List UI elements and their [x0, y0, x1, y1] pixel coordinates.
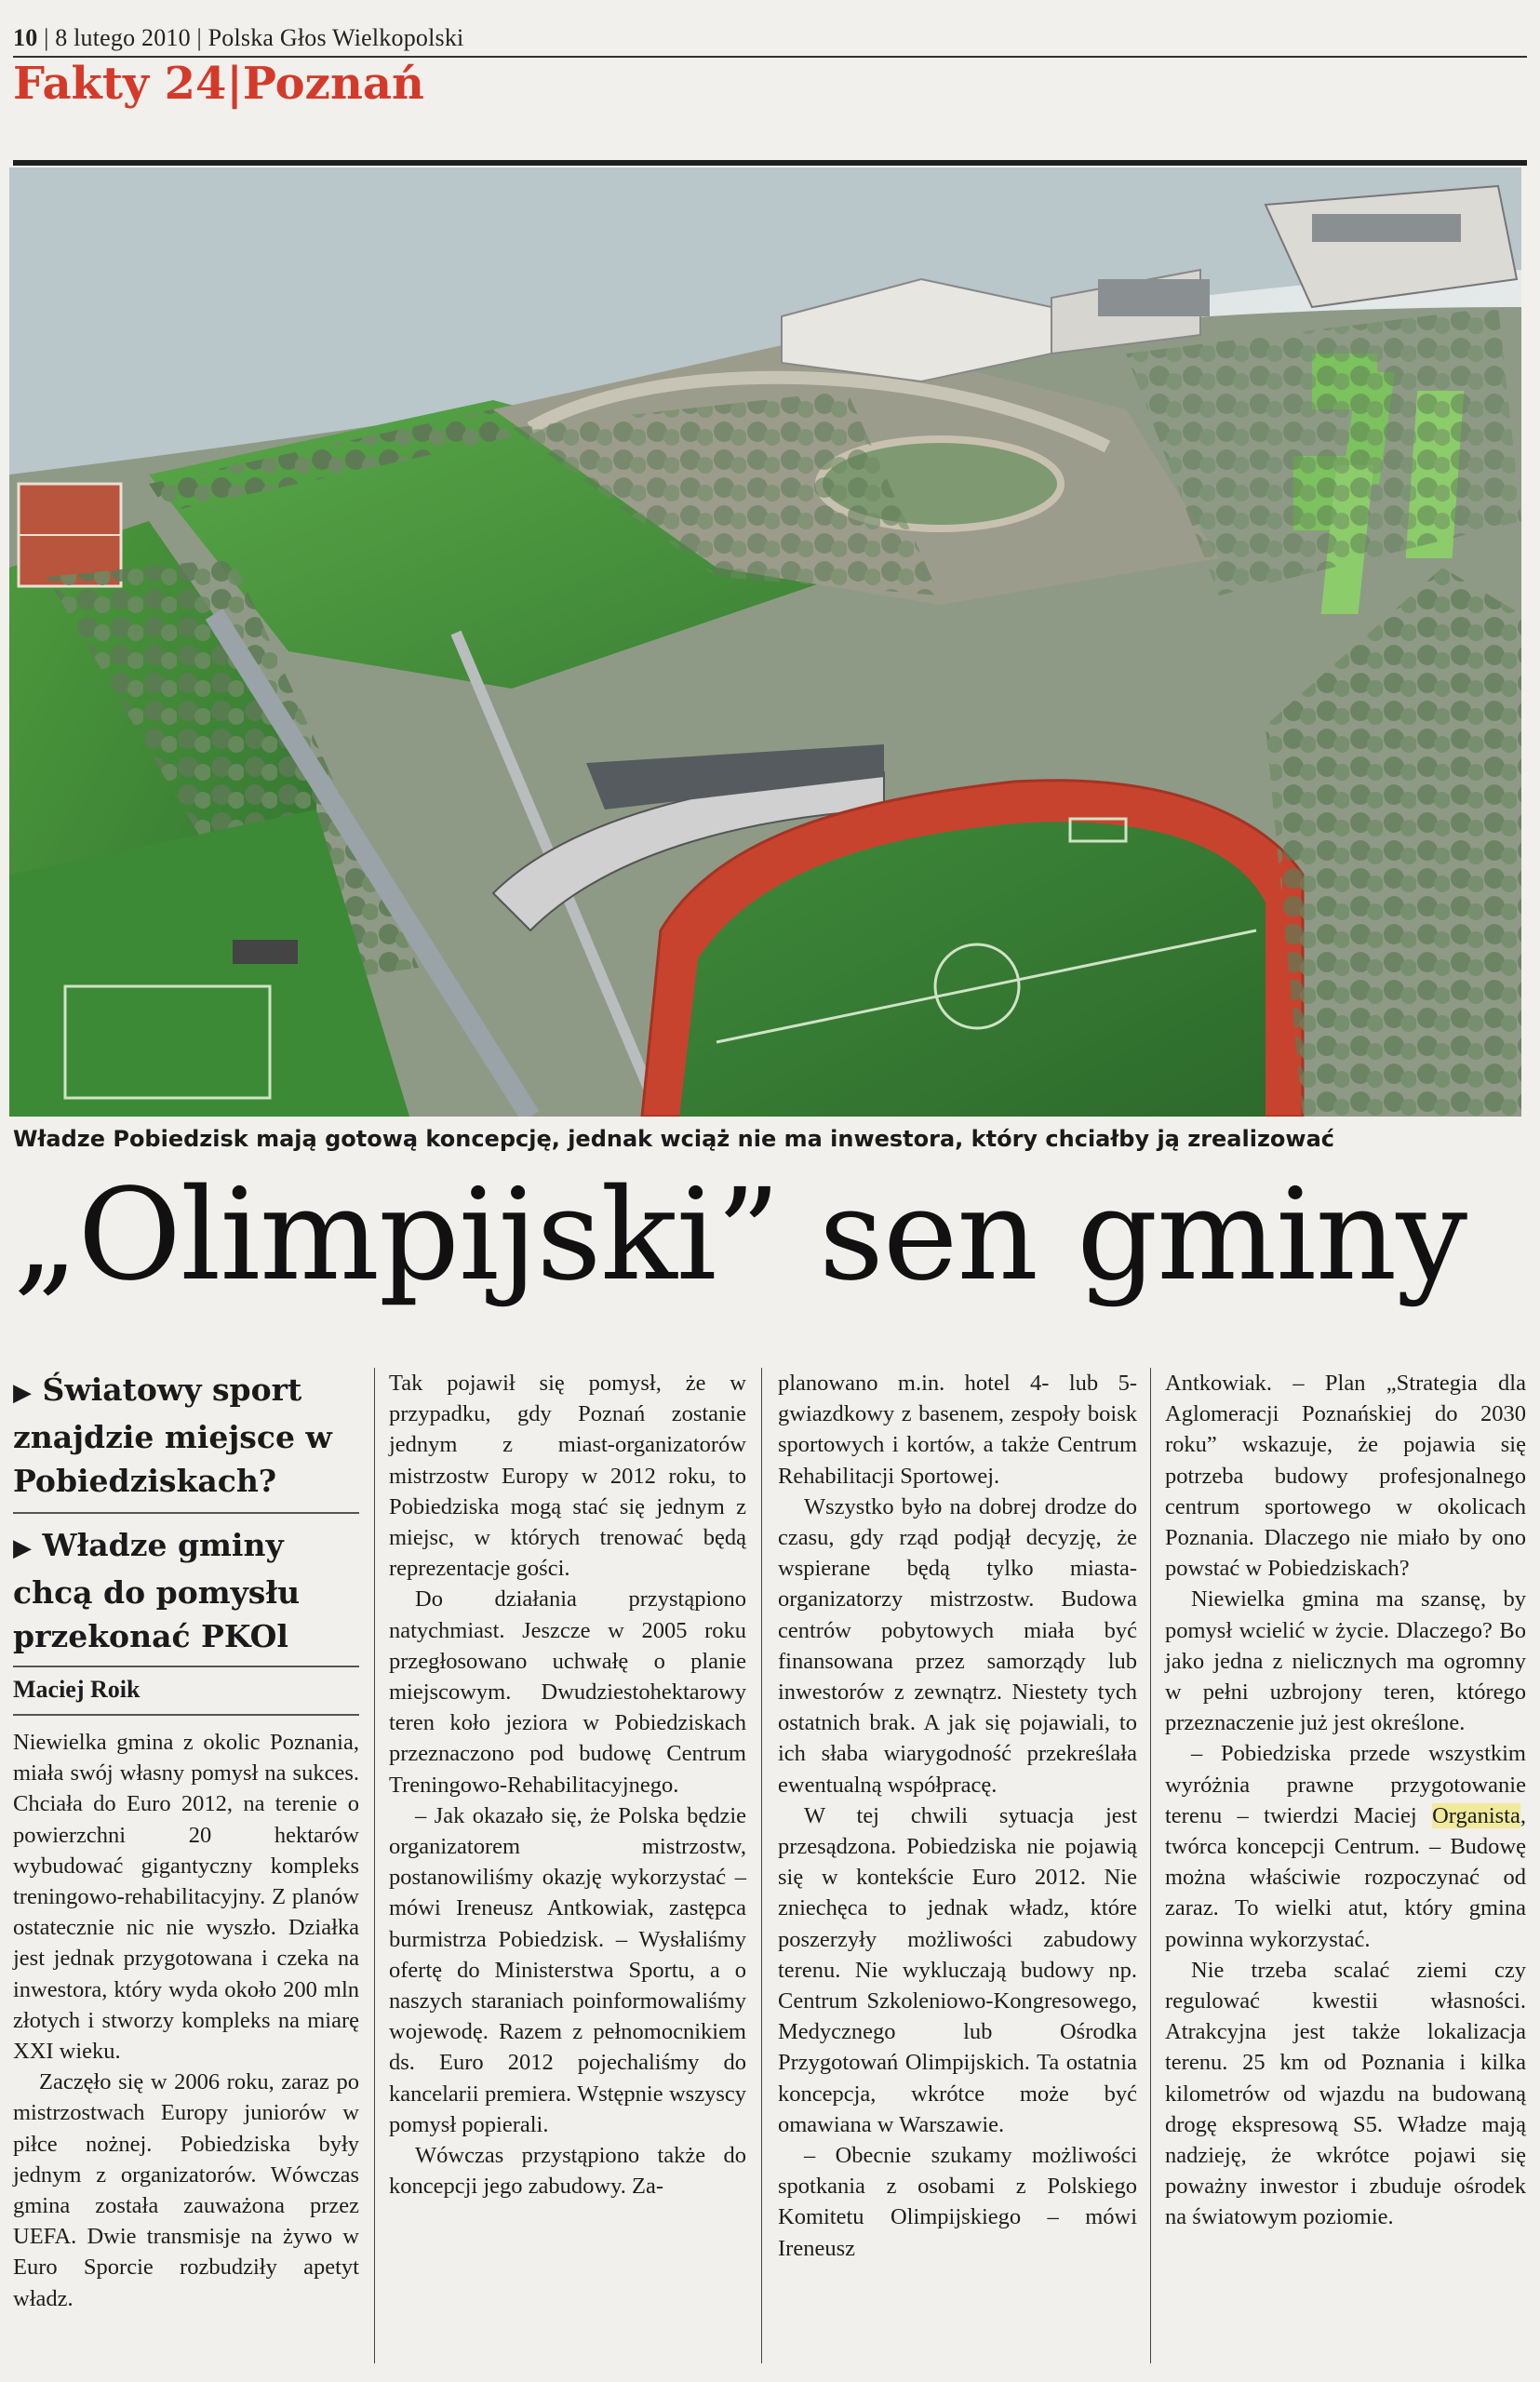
lead-item [13, 1523, 359, 1658]
article-column-4 [1165, 1368, 1526, 2233]
article-paragraph: Wówczas przystąpiono także do koncepcji jego zabudowy. Za- [389, 2143, 746, 2200]
separator: | [226, 58, 243, 110]
article-paragraph: Zaczęło się w 2006 roku, zaraz po mistrzostwach Europy juniorów w piłce nożnej. Pobiedziska były jednym z organizatorów. Wówczas gmina została zauważona przez UEFA. Dwie transmisje na żywo w Euro Sporcie rozbudziły apetyt władz. [13, 2069, 359, 2311]
section-rule [13, 160, 1527, 166]
paragraph-text: , twórca koncepcji Centrum. – Budowę można właściwie rozpoczynać od zaraz. To wielki atut, który gmina powinna wykorzystać. [1165, 1802, 1526, 1952]
article-paragraph [1165, 1738, 1526, 1954]
article-column-2 [389, 1368, 746, 2201]
section-city: Poznań [242, 58, 424, 110]
paragraph-text: – Pobiedziska przede wszystkim wyróżnia prawne przygotowanie terenu – twierdzi Maciej [1165, 1741, 1526, 1828]
article-headline: „Olimpijski” sen gminy [13, 1162, 1467, 1309]
publication-name: Polska Głos Wielkopolski [208, 24, 464, 51]
section-name: Fakty 24 [13, 58, 227, 110]
separator: | [44, 24, 56, 51]
article-author: Maciej Roik [13, 1666, 359, 1716]
article-paragraph: Niewielka gmina z okolic Poznania, miała swój własny pomysł na sukces. Chciała do Euro 2012, na terenie o powierzchni 20 hektarów wybudować gigantyczny kompleks treningowo-rehabilitacyjny. Z planów ostatecznie nic nie wyszło. Działka jest jednak przygotowana i czeka na inwestora, który wyda około 200 mln złotych i stworzy kompleks na miarę XXI wieku. [13, 1730, 359, 2065]
article-paragraph: – Obecnie szukamy możliwości spotkania z osobami z Polskiego Komitetu Olimpijskiego – mówi Ireneusz [778, 2143, 1137, 2261]
issue-date: 8 lutego 2010 [55, 24, 191, 51]
column-divider [1150, 1368, 1151, 2363]
photo-caption: Władze Pobiedzisk mają gotową koncepcję, jednak wciąż nie ma inwestora, który chciałby ją zrealizować [13, 1126, 1335, 1152]
lead-text: Światowy sport znajdzie miejsce w Pobiedziskach? [13, 1372, 332, 1499]
highlighted-name: Organista [1432, 1802, 1520, 1828]
triangle-bullet-icon: ▶ [13, 1534, 32, 1562]
article-paragraph: Niewielka gmina ma szansę, by pomysł wcielić w życie. Dlaczego? Bo jako jedna z nielicznych ma ogromny w pełni uzbrojony teren, którego przeznaczenie już jest określone. [1165, 1586, 1526, 1736]
article-paragraph: W tej chwili sytuacja jest przesądzona. Pobiedziska nie pojawią się w kontekście Euro 2012. Nie zniechęca to jednak władz, które poszerzyły możliwości zabudowy terenu. Nie wykluczają budowy np. Centrum Szkoleniowo-Kongresowego, Medycznego lub Ośrodka Przygotowań Olimpijskich. Ta ostatnia koncepcja, wkrótce może być omawiana w Warszawie. [778, 1802, 1137, 2137]
article-column-3 [778, 1368, 1137, 2264]
article-paragraph: Do działania przystąpiono natychmiast. Jeszcze w 2005 roku przegłosowano uchwałę o planie miejscowym. Dwudziestohektarowy teren koło jeziora w Pobiedziskach przeznaczono pod budowę Centrum Treningowo-Rehabilitacyjnego. [389, 1586, 746, 1798]
issue-line [13, 24, 463, 52]
page-number: 10 [13, 24, 38, 51]
section-title [13, 58, 424, 110]
column-divider [761, 1368, 762, 2363]
article-paragraph: – Jak okazało się, że Polska będzie organizatorem mistrzostw, postanowiliśmy okazję wykorzystać – mówi Ireneusz Antkowiak, zastępca burmistrza Pobiedzisk. – Wysłaliśmy ofertę do Ministerstwa Sportu, a o naszych staraniach poinformowaliśmy wojewodę. Razem z pełnomocnikiem ds. Euro 2012 pojechaliśmy do kancelarii premiera. Wstępnie wszyscy pomysł popierali. [389, 1802, 746, 2137]
article-paragraph: Antkowiak. – Plan „Strategia dla Aglomeracji Poznańskiej do 2030 roku” wskazuje, że pojawia się potrzeba budowy profesjonalnego centrum sportowego w okolicach Poznania. Dlaczego nie miało by ono powstać w Pobiedziskach? [1165, 1371, 1526, 1582]
article-paragraph: planowano m.in. hotel 4- lub 5-gwiazdkowy z basenem, zespoły boisk sportowych i kortów, a także Centrum Rehabilitacji Sportowej. [778, 1371, 1137, 1489]
article-column-1 [13, 1368, 359, 2314]
lead-item [13, 1368, 359, 1514]
lead-text: Władze gminy chcą do pomysłu przekonać PKOl [13, 1527, 301, 1654]
article-paragraph: Nie trzeba scalać ziemi czy regulować kwestii własności. Atrakcyjna jest także lokalizacja terenu. 25 km od Poznania i kilka kilometrów od wjazdu na budowaną drogę ekspresową S5. Władze mają nadzieję, że wkrótce pojawi się poważny inwestor i zbuduje ośrodek na światowym poziomie. [1165, 1957, 1526, 2230]
concept-rendering [9, 167, 1521, 1117]
triangle-bullet-icon: ▶ [13, 1379, 32, 1407]
column-divider [374, 1368, 375, 2363]
separator: | [196, 24, 208, 51]
article-paragraph: Tak pojawił się pomysł, że w przypadku, gdy Poznań zostanie jednym z miast-organizatorów mistrzostw Europy w 2012 roku, to Pobiedziska mogą stać się jednym z miejsc, w których trenować będą reprezentacje gości. [389, 1371, 746, 1582]
article-paragraph: Wszystko było na dobrej drodze do czasu, gdy rząd podjął decyzję, że wspierane będą tylko miasta-organizatorzy mistrzostw. Budowa centrów pobytowych miała być finansowana przez samorządy lub inwestorów z zewnątrz. Niestety tych ostatnich brak. A jak się pojawiali, to ich słaba wiarygodność przekreślała ewentualną współpracę. [778, 1493, 1137, 1798]
